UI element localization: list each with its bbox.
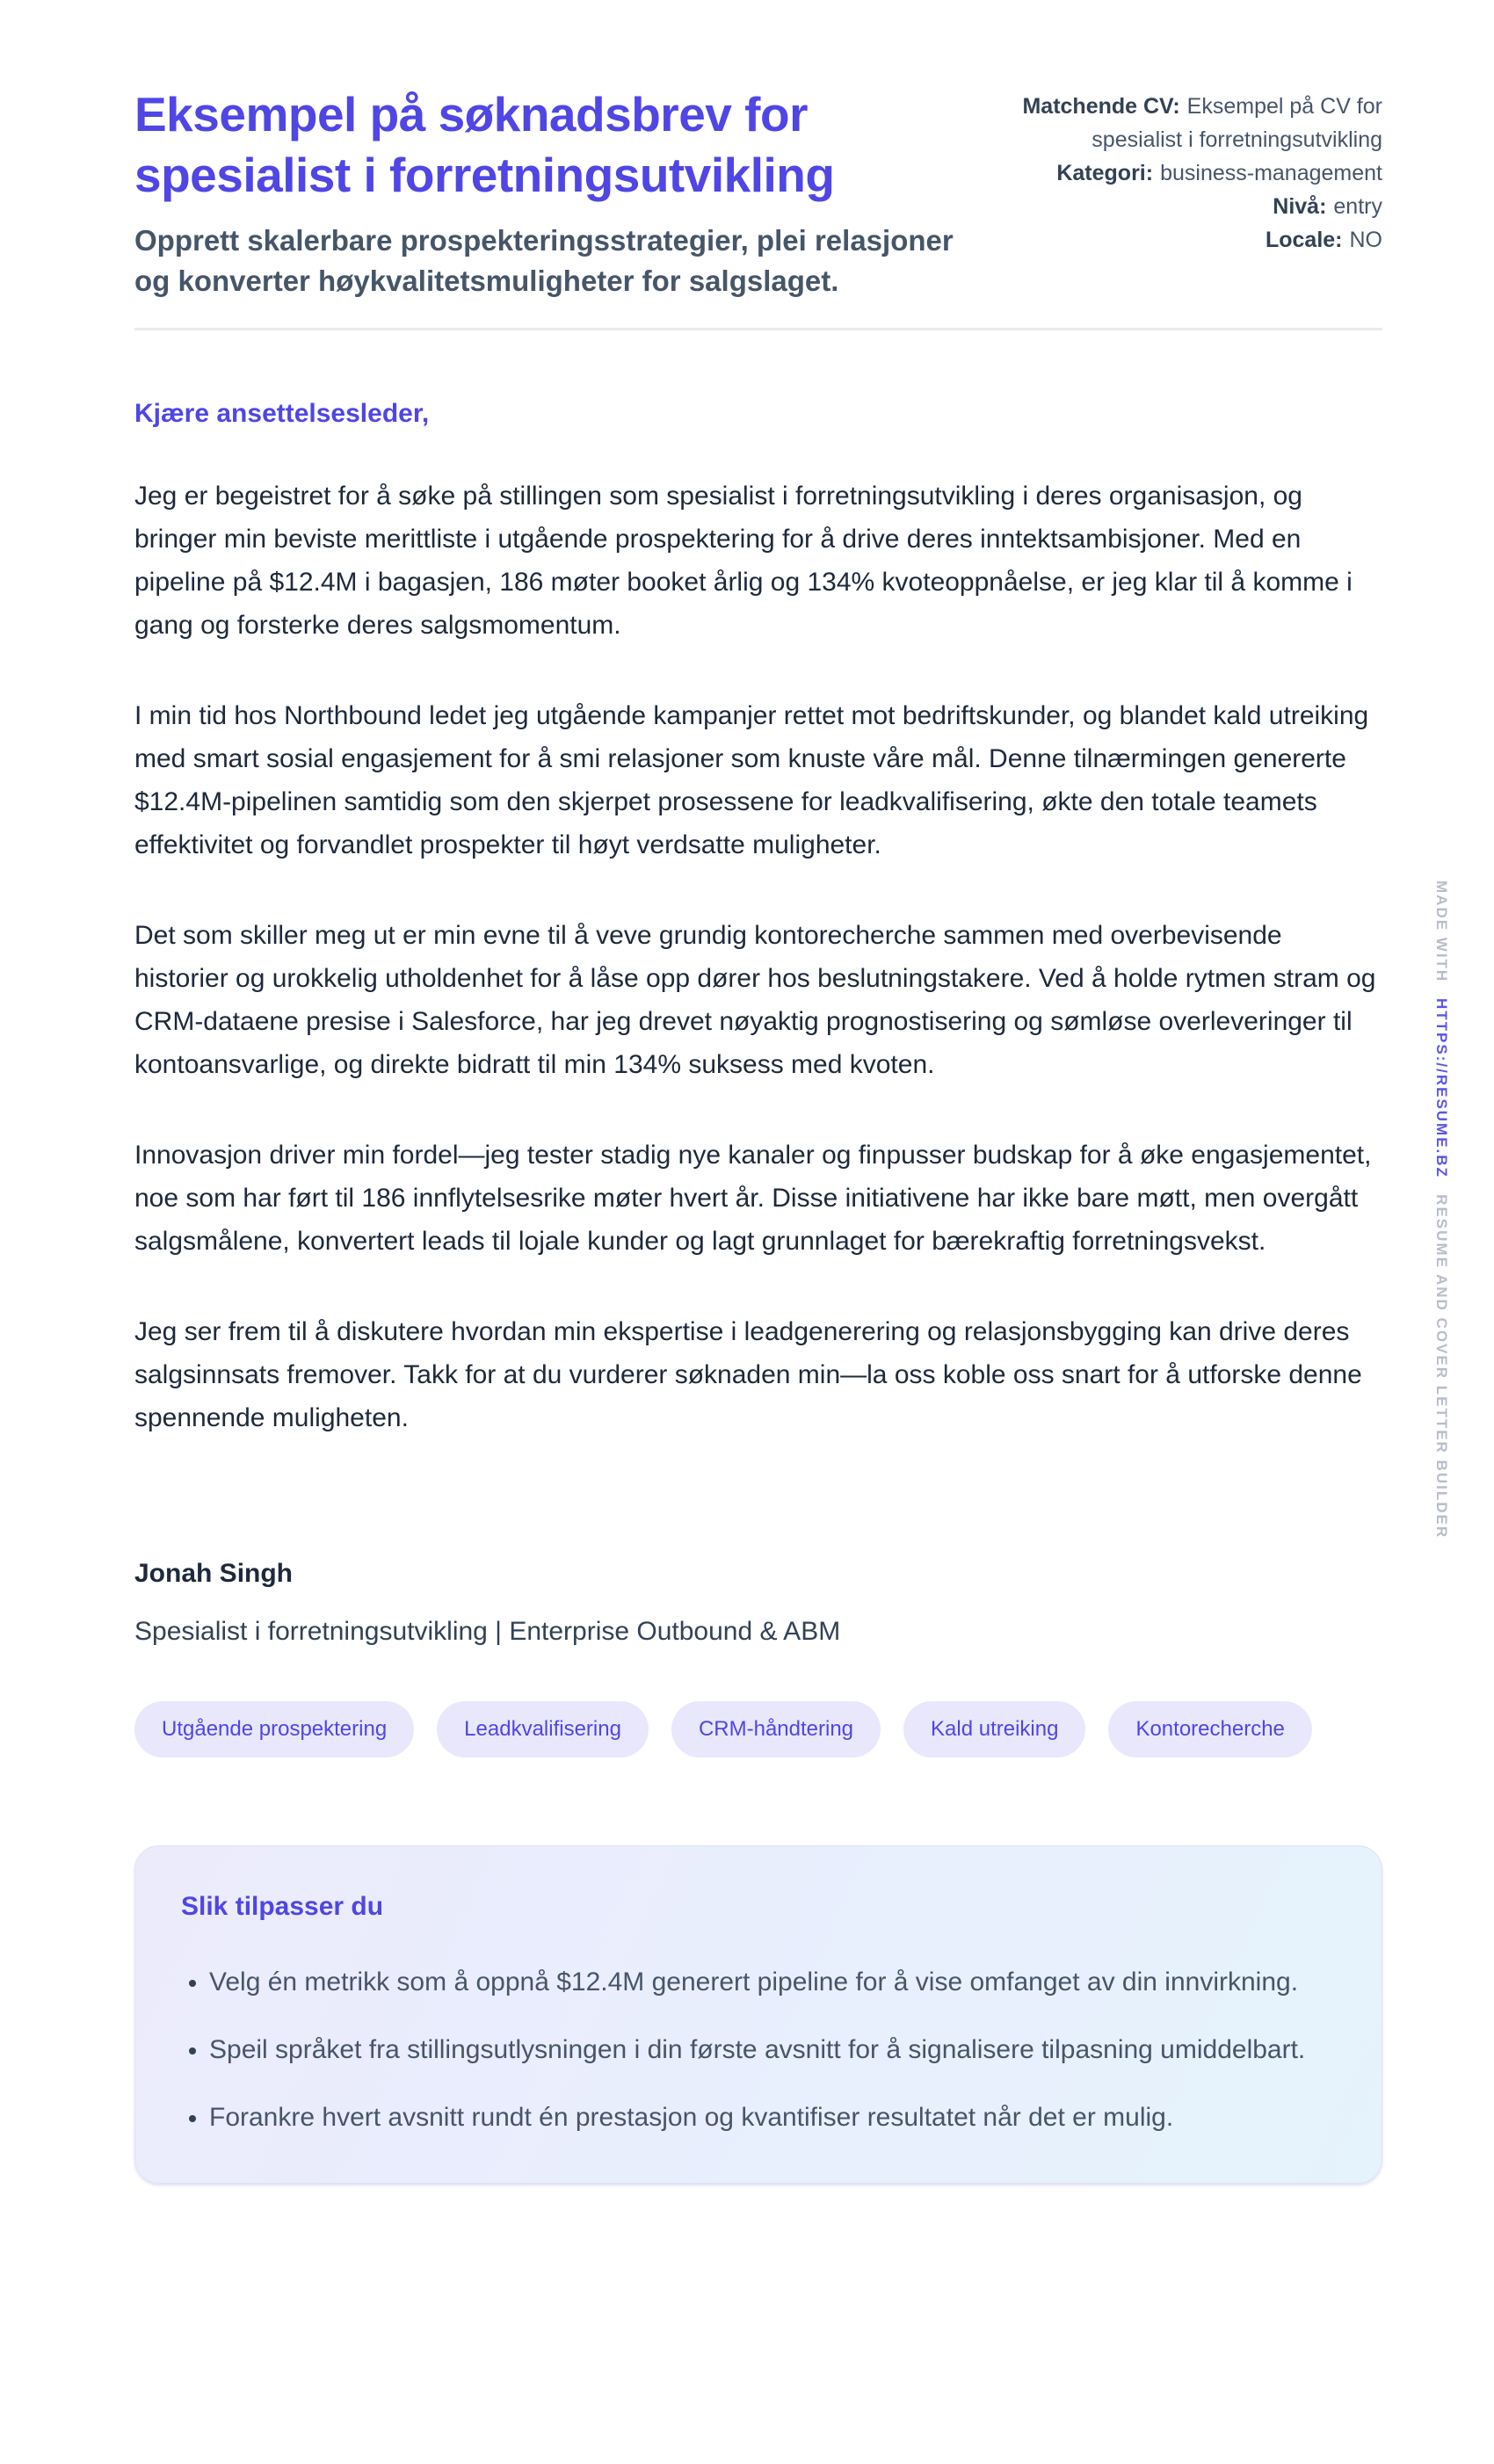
meta-row bbox=[1004, 190, 1382, 223]
tips-item: • Forankre hvert avsnitt rundt én prestasjon og kvantifiser resultatet når det er mulig. bbox=[209, 2096, 1336, 2139]
meta-value: business-management bbox=[1160, 161, 1382, 185]
tips-item: • Speil språket fra stillingsutlysningen i din første avsnitt for å signalisere tilpasning umiddelbart. bbox=[209, 2028, 1336, 2071]
skill-tag[interactable]: Leadkvalifisering bbox=[437, 1701, 649, 1757]
letter-paragraph: Jeg ser frem til å diskutere hvordan min ekspertise i leadgenerering og relasjonsbygging kan drive deres salgsinnsats fremover. Takk for at du vurderer søknaden min—la oss koble oss snart for å utforske denne spennende muligheten. bbox=[134, 1316, 1362, 1432]
meta-label: Locale: bbox=[1265, 228, 1343, 252]
content-column bbox=[134, 0, 1382, 2184]
letter-greeting: Kjære ansettelsesleder, bbox=[134, 398, 430, 428]
watermark-prefix: MADE WITH bbox=[1433, 881, 1450, 983]
page-subtitle: Opprett skalerbare prospekteringsstrategier, plei relasjoner og konverter høykvalitetsmuligheter for salgslaget. bbox=[134, 223, 954, 297]
skill-tags bbox=[134, 1701, 1382, 1757]
letter-paragraphs bbox=[134, 475, 1382, 1439]
skill-tag[interactable]: CRM-håndtering bbox=[671, 1701, 881, 1757]
watermark-suffix: RESUME AND COVER LETTER BUILDER bbox=[1433, 1194, 1450, 1540]
meta-value: NO bbox=[1349, 228, 1382, 252]
tips-list bbox=[181, 1960, 1336, 2139]
meta-row bbox=[1004, 223, 1382, 257]
meta-value: Eksempel på CV for spesialist i forretningsutvikling bbox=[1091, 94, 1382, 152]
signature-role: Spesialist i forretningsutvikling | Enterprise Outbound & ABM bbox=[134, 1616, 841, 1646]
tips-heading: Slik tilpasser du bbox=[181, 1891, 384, 1921]
page-title: Eksempel på søknadsbrev for spesialist i forretningsutvikling bbox=[134, 87, 835, 203]
header-divider bbox=[134, 328, 1382, 330]
signature-name: Jonah Singh bbox=[134, 1558, 293, 1588]
letter-paragraph: Innovasjon driver min fordel—jeg tester stadig nye kanaler og finpusser budskap for å øke engasjementet, noe som har ført til 186 innflytelsesrike møter hvert år. Disse initiativene har ikke bare møtt, men overgått salgsmålene, konvertert leads til lojale kunder og lagt grunnlaget for bærekraftig forretningsvekst. bbox=[134, 1140, 1372, 1256]
meta-label: Nivå: bbox=[1273, 194, 1327, 219]
header-title-block bbox=[134, 84, 978, 301]
meta-label: Kategori: bbox=[1056, 161, 1154, 185]
header bbox=[134, 0, 1382, 301]
meta-panel bbox=[1004, 84, 1382, 257]
skill-tag[interactable]: Kald utreiking bbox=[903, 1701, 1085, 1757]
letter-body bbox=[134, 399, 1382, 2184]
tips-item: • Velg én metrikk som å oppnå $12.4M generert pipeline for å vise omfanget av din innvirkning. bbox=[209, 1960, 1336, 2004]
watermark-link[interactable]: HTTPS://RESUME.BZ bbox=[1433, 998, 1450, 1179]
watermark bbox=[1432, 881, 1450, 1539]
tips-box bbox=[134, 1845, 1382, 2184]
letter-paragraph: Jeg er begeistret for å søke på stillingen som spesialist i forretningsutvikling i deres organisasjon, og bringer min beviste merittliste i utgående prospektering for å drive deres inntektsambisjoner. Med en pipeline på $12.4M i bagasjen, 186 møter booket årlig og 134% kvoteoppnåelse, er jeg klar til å komme i gang og forsterke deres salgsmomentum. bbox=[134, 481, 1353, 640]
skill-tag[interactable]: Kontorecherche bbox=[1108, 1701, 1311, 1757]
skill-tag[interactable]: Utgående prospektering bbox=[134, 1701, 414, 1757]
meta-row bbox=[1004, 156, 1382, 190]
meta-row bbox=[1004, 90, 1382, 156]
meta-value: entry bbox=[1333, 194, 1382, 219]
letter-paragraph: Det som skiller meg ut er min evne til å veve grundig kontorecherche sammen med overbevisende historier og urokkelig utholdenhet for å låse opp dører hos beslutningstakere. Ved å holde rytmen stram og CRM-dataene presise i Salesforce, har jeg drevet nøyaktig prognostisering og sømløse overleveringer til kontoansvarlige, og direkte bidratt til min 134% suksess med kvoten. bbox=[134, 920, 1376, 1079]
meta-label: Matchende CV: bbox=[1022, 94, 1180, 119]
letter-paragraph: I min tid hos Northbound ledet jeg utgående kampanjer rettet mot bedriftskunder, og blandet kald utreiking med smart sosial engasjement for å smi relasjoner som knuste våre mål. Denne tilnærmingen genererte $12.4M-pipelinen samtidig som den skjerpet prosessene for leadkvalifisering, økte den totale teamets effektivitet og forvandlet prospekter til høyt verdsatte muligheter. bbox=[134, 700, 1369, 859]
